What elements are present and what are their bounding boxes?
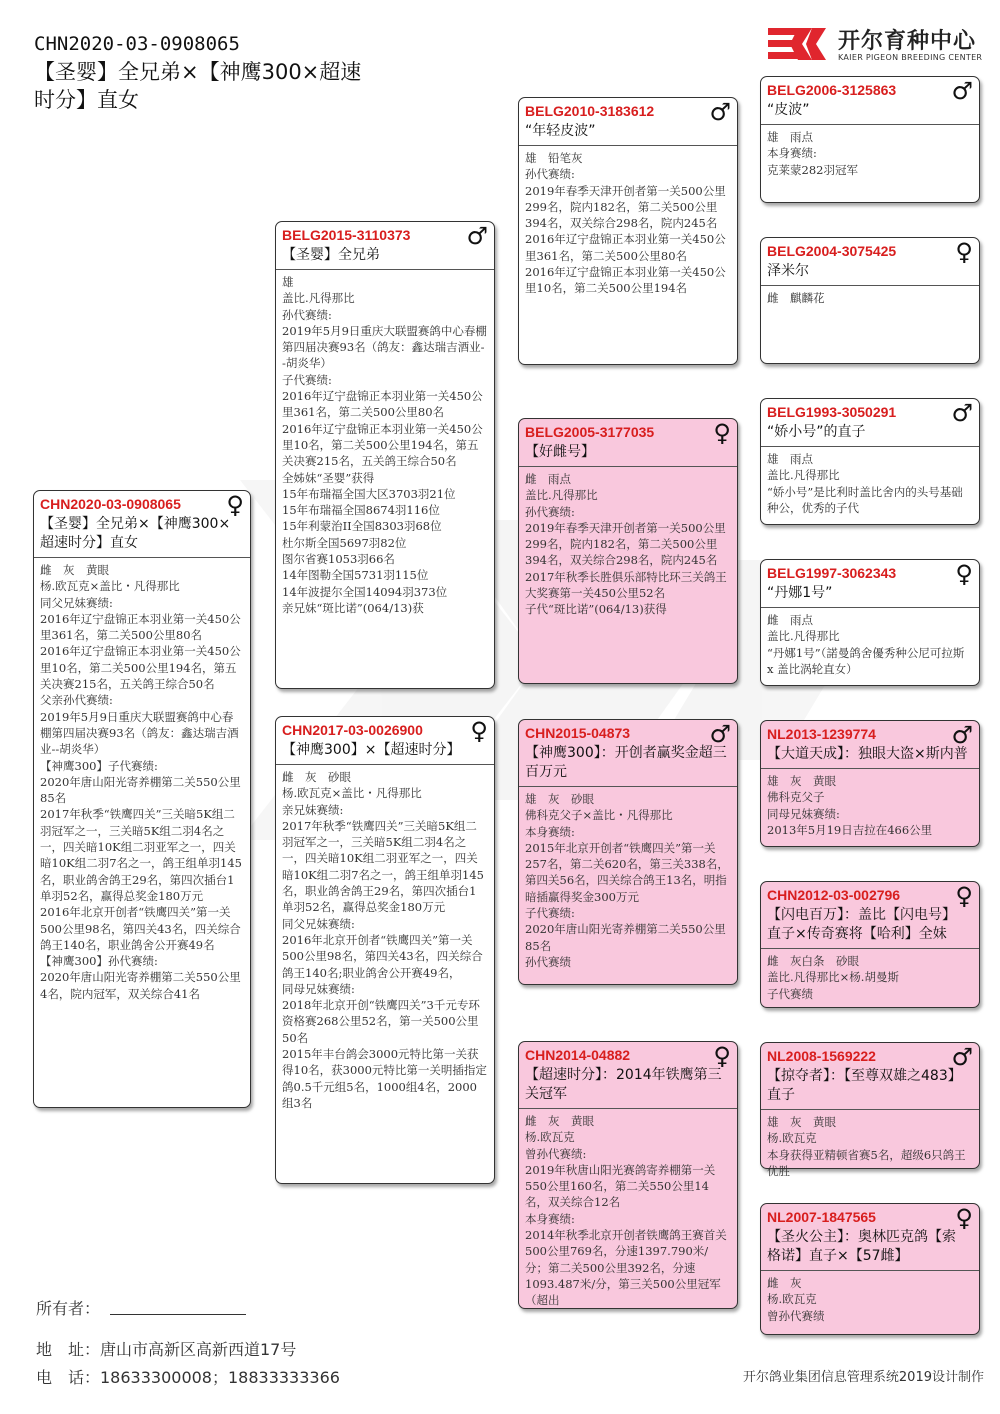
card-dds[interactable] (760, 1042, 980, 1178)
card-dam[interactable] (275, 716, 495, 1184)
male-symbol-icon: ♂ (951, 721, 973, 749)
detail-line: 14年图勒全国5731羽115位 (282, 568, 429, 583)
detail-line: 2015年北京开创者“铁鹰四关”第一关257名，第二关620名，第三关338名，第四关56名，四关综合鸽王13名，明指暗插赢得奖金300万元 (525, 840, 729, 904)
female-symbol-icon: ♀ (955, 1204, 973, 1232)
detail-line: “娇小号”是比利时盖比舍内的头号基础种公，优秀的子代 (767, 484, 963, 515)
card-details (34, 558, 250, 1006)
pigeon-name: 【神鹰300】×【超速时分】 (282, 742, 461, 758)
card-details (761, 447, 979, 520)
detail-line: 雄 雨点 (767, 130, 813, 144)
ring-number: CHN2017-03-0026900 (282, 722, 423, 738)
detail-line: 15年利蒙治II全国8303羽68位 (282, 519, 442, 534)
card-header (761, 1043, 979, 1110)
detail-line: 2020年唐山阳光寄养棚第二关550公里4名，院内冠军，双关综合41名 (40, 970, 241, 1001)
detail-line: 子代赛绩 (767, 986, 813, 1001)
detail-line: 雌 灰 (767, 1276, 802, 1290)
detail-line: 雄 灰 黄眼 (767, 774, 836, 788)
pigeon-name: “娇小号”的直子 (767, 424, 866, 440)
phone: 电 话：18633300008；18833333366 (36, 1368, 340, 1387)
owner-field-line[interactable] (110, 1314, 246, 1315)
ring-number: BELG2015-3110373 (282, 227, 411, 243)
card-details (761, 1110, 979, 1183)
detail-line: 2019年5月9日重庆大联盟赛鸽中心春棚第四届决赛93名（鸽友：鑫达瑞吉酒业--胡炎华） (40, 709, 239, 757)
card-details (761, 769, 979, 842)
detail-line: 2013年5月19日吉拉在466公里 (767, 822, 933, 837)
detail-line: 2019年5月9日重庆大联盟赛鸽中心春棚第四届决赛93名（鸽友：鑫达瑞吉酒业--胡炎华） (282, 323, 487, 371)
card-details (761, 286, 979, 310)
card-header (519, 720, 737, 787)
card-ddd[interactable] (760, 1203, 980, 1335)
detail-line: 杨.欧瓦克×盖比・凡得那比 (40, 579, 180, 594)
card-header (519, 1042, 737, 1109)
detail-line: 杨.欧瓦克 (767, 1131, 817, 1146)
kaier-logo (768, 22, 983, 66)
pigeon-name: “年轻皮波” (525, 123, 596, 139)
card-header (761, 721, 979, 769)
ring-number: NL2013-1239774 (767, 726, 876, 742)
card-dam-dam[interactable] (518, 1041, 738, 1309)
detail-line: 克莱蒙282羽冠军 (767, 162, 858, 177)
card-header (761, 399, 979, 447)
ring-number: NL2007-1847565 (767, 1209, 876, 1225)
detail-line: 子代赛绩: (282, 372, 332, 387)
owner-label: 所有者： (36, 1299, 101, 1318)
detail-line: 亲兄妹赛绩: (282, 802, 344, 817)
card-details (761, 125, 979, 182)
detail-line: 雄 雨点 (767, 452, 813, 466)
male-symbol-icon: ♂ (951, 77, 973, 105)
detail-line: 2016年辽宁盘锦正本羽业第一关450公里10名，第二关500公里194名 (525, 265, 726, 296)
detail-line: 雌 灰 黄眼 (40, 563, 109, 577)
detail-line: 2016年辽宁盘锦正本羽业第一关450公里361名，第二关500公里80名 (40, 611, 241, 643)
detail-line: 同母兄妹赛绩: (767, 806, 840, 821)
detail-line: 雌 雨点 (525, 472, 571, 486)
card-header (761, 882, 979, 949)
female-symbol-icon: ♀ (955, 560, 973, 588)
female-symbol-icon: ♀ (955, 238, 973, 266)
ring-number: NL2008-1569222 (767, 1048, 876, 1064)
ring-number: CHN2020-03-0908065 (40, 496, 181, 512)
card-sdd[interactable] (760, 559, 980, 686)
title-ring: CHN2020-03-0908065 (34, 33, 240, 55)
detail-line: 亲兄妹“斑比诺”(064/13)获 (282, 600, 424, 615)
detail-line: 2017年秋季“铁鹰四关”三关暗5K组二羽冠军之一，三关暗5K组二羽4名之一，四关暗10K组二羽亚军之一，四关暗10K组二羽7名之一，鸽王组单羽145名，职业鸽舍鸽王29名，第四次插台1 单羽52名，赢得总奖金180万元 (282, 818, 484, 915)
detail-line: 孙代赛绩: (525, 167, 575, 182)
detail-line: 杨.欧瓦克 (525, 1130, 575, 1145)
detail-line: 雄 铅笔灰 (525, 151, 583, 165)
card-details (276, 765, 494, 1115)
detail-line: 曾孙代赛绩 (767, 1308, 825, 1323)
detail-line: 孙代赛绩 (525, 954, 571, 969)
detail-line: 孙代赛绩: (282, 307, 332, 322)
detail-line: 2020年唐山阳光寄养棚第二关550公里85名 (40, 774, 241, 806)
detail-line: 2019年春季天津开创者第一关500公里299名，院内182名，第二关500公里394名，双关综合298名，院内245名 (525, 183, 726, 231)
card-sire[interactable] (275, 221, 495, 689)
card-dss[interactable] (760, 720, 980, 847)
detail-line: 雄 (282, 275, 294, 289)
pigeon-name: 【超速时分】：2014年铁鹰第三关冠军 (525, 1067, 722, 1102)
detail-line: 本身赛绩: (767, 146, 817, 161)
detail-line: 佛科克父子×盖比・凡得那比 (525, 808, 673, 823)
ring-number: BELG2005-3177035 (525, 424, 655, 440)
ring-number: BELG1997-3062343 (767, 565, 897, 581)
detail-line: 杜尔斯全国5697羽82位 (282, 535, 407, 550)
card-header (761, 1204, 979, 1271)
detail-line: 父亲孙代赛绩: (40, 693, 113, 708)
ring-number: BELG2010-3183612 (525, 103, 655, 119)
detail-line: 盖比.凡得那比×杨.胡曼斯 (767, 970, 899, 985)
detail-line: 雄 灰 砂眼 (525, 792, 594, 806)
title-line-2: 【圣婴】全兄弟×【神鹰300×超速 (34, 60, 362, 84)
pigeon-name: “皮波” (767, 102, 810, 118)
detail-line: 本身获得亚精顿省赛5名，超级6只鸽王优胜 (767, 1147, 966, 1178)
detail-line: 2016年辽宁盘锦正本羽业第一关450公里361名，第二关500公里80名 (282, 389, 483, 420)
card-header (761, 238, 979, 286)
detail-line: 雌 灰 砂眼 (282, 770, 351, 784)
male-symbol-icon: ♂ (951, 1043, 973, 1071)
card-header (276, 222, 494, 270)
card-header (34, 491, 250, 558)
detail-line: 本身赛绩: (525, 824, 575, 839)
detail-line: 同父兄妹赛绩: (40, 595, 113, 610)
card-sire-sire[interactable] (518, 97, 738, 365)
detail-line: 孙代赛绩: (525, 504, 575, 519)
detail-line: 盖比.凡得那比 (282, 291, 355, 306)
male-symbol-icon: ♂ (466, 222, 488, 250)
detail-line: 子代“斑比诺”(064/13)获得 (525, 602, 667, 617)
detail-line: 2016年辽宁盘锦正本羽业第一关450公里10名，第二关500公里194名，第五关决赛215名，五关鸽王综合50名 (282, 421, 483, 469)
detail-line: 盖比.凡得那比 (767, 468, 840, 483)
male-symbol-icon: ♂ (951, 399, 973, 427)
detail-line: 2015年丰台鸽会3000元特比第一关获得10名，获3000元特比第一关明插指定鸽0.5千元组5名，1000组4名，2000组3名 (282, 1047, 487, 1110)
detail-line: 2016年北京开创者“铁鹰四关”第一关500公里98名，第四关43名，四关综合鸽王140名;职业鸽舍公开赛49名， (282, 932, 483, 980)
detail-line: 全姊妹“圣婴”获得 (282, 470, 375, 485)
detail-line: 同父兄妹赛绩: (282, 916, 355, 931)
pigeon-name: 【圣婴】全兄弟×【神鹰300×超速时分】直女 (40, 516, 231, 551)
detail-line: 2016年辽宁盘锦正本羽业第一关450公里361名，第二关500公里80名 (525, 232, 726, 263)
pigeon-name: “丹娜1号” (767, 585, 833, 601)
card-details (761, 1271, 979, 1328)
female-symbol-icon: ♀ (955, 882, 973, 910)
detail-line: 同母兄妹赛绩: (282, 981, 355, 996)
detail-line: 15年布瑞福全国8674羽116位 (282, 503, 440, 518)
card-details (276, 270, 494, 620)
male-symbol-icon: ♂ (709, 98, 731, 126)
detail-line: 2019年秋唐山阳光赛鸽寄养棚第一关550公里160名，第二关550公里14名，双关综合12名 (525, 1162, 716, 1210)
ring-number: CHN2014-04882 (525, 1047, 631, 1063)
male-symbol-icon: ♂ (709, 720, 731, 748)
card-ssd[interactable] (760, 237, 980, 364)
female-symbol-icon: ♀ (470, 717, 488, 745)
detail-line: 本身赛绩: (525, 1211, 575, 1226)
detail-line: 【神鹰300】孙代赛绩: (40, 954, 158, 969)
ring-number: BELG2004-3075425 (767, 243, 897, 259)
pedigree-title (34, 30, 474, 114)
detail-line: 15年布瑞福全国大区3703羽21位 (282, 486, 456, 501)
detail-line: 图尔省赛1053羽66名 (282, 552, 395, 567)
female-symbol-icon: ♀ (226, 491, 244, 519)
detail-line: 子代赛绩: (525, 906, 575, 921)
detail-line: 雌 灰 黄眼 (525, 1114, 594, 1128)
card-header (761, 77, 979, 125)
card-dsd[interactable] (760, 881, 980, 1008)
title-line-3: 时分】直女 (34, 88, 139, 112)
card-details (519, 787, 737, 974)
card-header (519, 98, 737, 146)
detail-line: 盖比.凡得那比 (767, 629, 840, 644)
address: 地 址：唐山市高新区高新西道17号 (36, 1340, 297, 1359)
card-header (519, 419, 737, 467)
ring-number: CHN2012-03-002796 (767, 887, 901, 903)
female-symbol-icon: ♀ (713, 419, 731, 447)
pigeon-name: 泽米尔 (767, 263, 809, 279)
ring-number: BELG1993-3050291 (767, 404, 897, 420)
detail-line: 2016年辽宁盘锦正本羽业第一关450公里10名，第二关500公里194名，第五关决赛215名，五关鸽王综合50名 (40, 644, 241, 692)
card-sss[interactable] (760, 76, 980, 203)
logo-name: 开尔育种中心 (838, 29, 977, 54)
detail-line: 2014年秋季北京开创者铁鹰鸽王赛首关500公里769名，分速1397.790米/分；第二关500公里392名，分速1093.487米/分，第三关500公里冠军（超出 (525, 1228, 727, 1308)
pigeon-name: 【圣火公主】：奥林匹克鸽【索格诺】直子×【57雌】 (767, 1229, 956, 1264)
card-subject[interactable] (33, 490, 251, 1108)
pigeon-name: 【掠夺者】：【至尊双雄之483】直子 (767, 1068, 962, 1103)
detail-line: 雌 麒麟花 (767, 291, 825, 305)
ring-number: BELG2006-3125863 (767, 82, 897, 98)
detail-line: 杨.欧瓦克×盖比・凡得那比 (282, 786, 422, 801)
detail-line: 2017年秋季长胜俱乐部特比环三关鸽王大奖赛第一关450公里52名 (525, 569, 727, 601)
detail-line: 曾孙代赛绩: (525, 1146, 587, 1161)
card-header (276, 717, 494, 765)
female-symbol-icon: ♀ (713, 1042, 731, 1070)
pigeon-name: 【好雌号】 (525, 444, 595, 460)
detail-line: 【神鹰300】子代赛绩: (40, 758, 158, 773)
card-details (761, 608, 979, 681)
detail-line: 雌 灰白条 砂眼 (767, 954, 859, 968)
detail-line: 雄 灰 黄眼 (767, 1115, 836, 1129)
ring-number: CHN2015-04873 (525, 725, 631, 741)
detail-line: 盖比.凡得那比 (525, 488, 598, 503)
card-sire-dam[interactable] (518, 418, 738, 684)
detail-line: 2017年秋季“铁鹰四关”三关暗5K组二羽冠军之一，三关暗5K组二羽4名之一，四关暗10K组二羽亚军之一，四关暗10K组二羽7名之一，鸽王组单羽145名，职业鸽舍鸽王29名，第四次插台1 单羽52名，赢得总奖金180万元 (40, 807, 242, 903)
system-credit: 开尔鸽业集团信息管理系统2019设计制作 (742, 1370, 984, 1385)
detail-line: 佛科克父子 (767, 790, 825, 805)
detail-line: 14年波提尔全国14094羽373位 (282, 584, 448, 599)
card-details (761, 949, 979, 1006)
pigeon-name: 【圣婴】全兄弟 (282, 247, 380, 263)
detail-line: 2020年唐山阳光寄养棚第二关550公里85名 (525, 922, 726, 953)
card-details (519, 467, 737, 622)
detail-line: 2016年北京开创者“铁鹰四关”第一关500公里98名，第四关43名，四关综合鸽王140名，职业鸽舍公开赛49名 (40, 905, 241, 952)
pigeon-name: 【闪电百万】：盖比【闪电号】直子×传奇赛将【哈利】全妹 (767, 907, 956, 942)
pigeon-name: 【大道天成】：独眼大盗×斯内普 (767, 746, 968, 762)
detail-line: 2018年北京开创“铁鹰四关”3千元专环资格赛268公里52名，第一关500公里50名 (282, 998, 480, 1045)
detail-line: “丹娜1号”（諾曼鸽舍優秀种公尼可拉斯 x 盖比涡轮直女） (767, 645, 965, 676)
card-dam-sire[interactable] (518, 719, 738, 985)
card-header (761, 560, 979, 608)
detail-line: 2019年春季天津开创者第一关500公里299名，院内182名，第二关500公里394名，双关综合298名，院内245名 (525, 520, 726, 568)
detail-line: 杨.欧瓦克 (767, 1292, 817, 1307)
card-details (519, 1109, 737, 1313)
logo-subtitle: KAIER PIGEON BREEDING CENTER (838, 53, 983, 62)
detail-line: 雌 雨点 (767, 613, 813, 627)
kaier-logo-mark-icon (768, 24, 832, 64)
card-sds[interactable] (760, 398, 980, 525)
card-details (519, 146, 737, 301)
pigeon-name: 【神鹰300】：开创者赢奖金超三百万元 (525, 745, 727, 780)
